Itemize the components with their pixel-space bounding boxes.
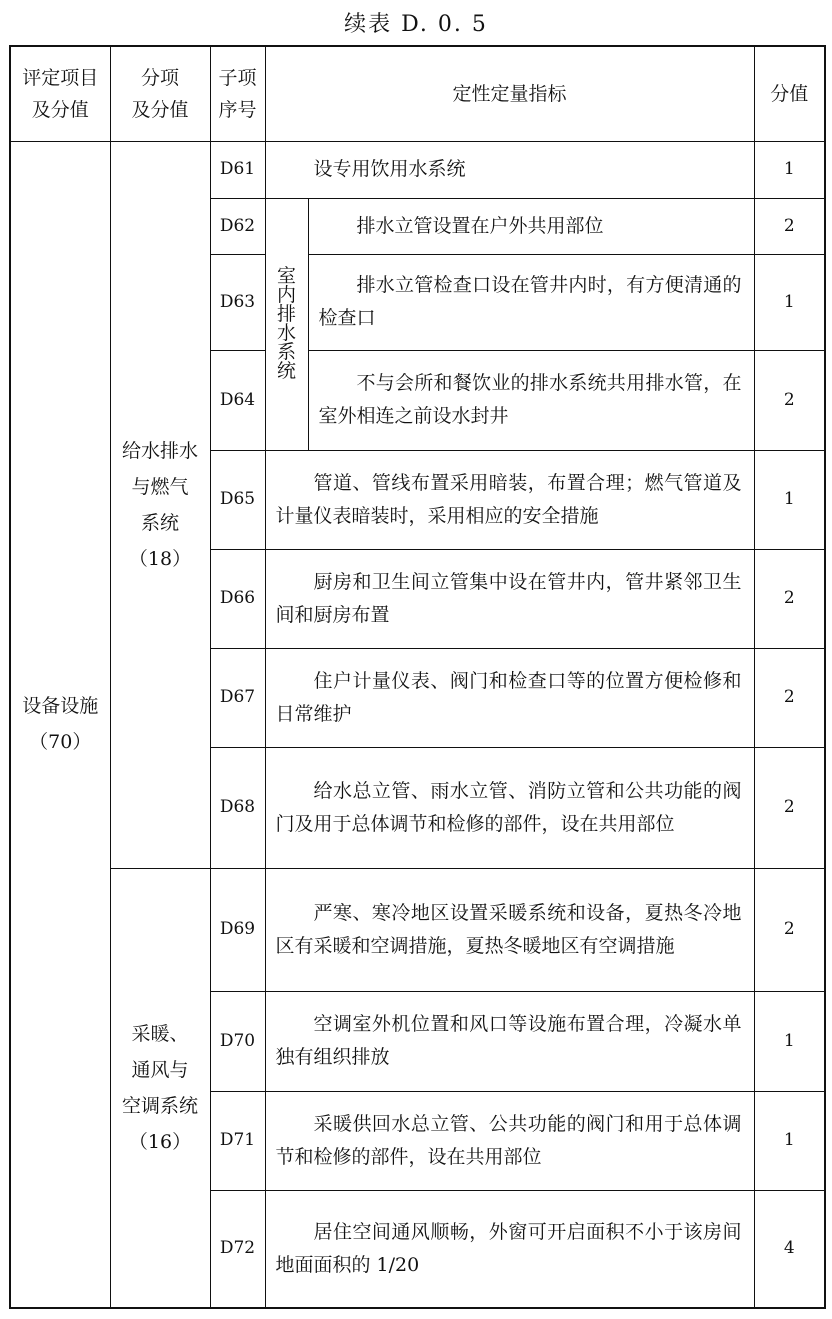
row-id: D71 (210, 1091, 265, 1190)
item-cell: 设备设施 （70） (10, 141, 110, 1308)
row-score: 2 (754, 549, 825, 648)
row-id: D66 (210, 549, 265, 648)
row-score: 2 (754, 198, 825, 254)
row-score: 2 (754, 868, 825, 991)
row-score: 2 (754, 648, 825, 747)
row-score: 1 (754, 1091, 825, 1190)
row-text: 设专用饮用水系统 (265, 141, 754, 198)
header-number: 子项 序号 (210, 46, 265, 141)
header-subitem: 分项 及分值 (110, 46, 210, 141)
row-score: 4 (754, 1190, 825, 1308)
row-text: 给水总立管、雨水立管、消防立管和公共功能的阀门及用于总体调节和检修的部件，设在共用部位 (265, 747, 754, 868)
row-id: D64 (210, 350, 265, 450)
header-item: 评定项目 及分值 (10, 46, 110, 141)
table-row (10, 868, 825, 991)
evaluation-table (9, 45, 826, 1309)
header-score: 分值 (754, 46, 825, 141)
table-row (10, 141, 825, 198)
row-text: 不与会所和餐饮业的排水系统共用排水管，在室外相连之前设水封井 (308, 350, 754, 450)
row-text: 排水立管设置在户外共用部位 (308, 198, 754, 254)
header-row (10, 46, 825, 141)
header-criteria: 定性定量指标 (265, 46, 754, 141)
row-score: 1 (754, 141, 825, 198)
table-caption: 续表 D. 0. 5 (344, 12, 488, 37)
row-id: D69 (210, 868, 265, 991)
group-cell-hvac: 采暖、 通风与 空调系统 （16） (110, 868, 210, 1308)
row-id: D67 (210, 648, 265, 747)
row-text: 严寒、寒冷地区设置采暖系统和设备，夏热冬冷地区有采暖和空调措施，夏热冬暖地区有空调措施 (265, 868, 754, 991)
row-id: D63 (210, 254, 265, 350)
row-text: 管道、管线布置采用暗装，布置合理；燃气管道及计量仪表暗装时，采用相应的安全措施 (265, 450, 754, 549)
row-score: 1 (754, 450, 825, 549)
row-id: D65 (210, 450, 265, 549)
row-text: 排水立管检查口设在管井内时，有方便清通的检查口 (308, 254, 754, 350)
group-cell-water: 给水排水 与燃气 系统 （18） (110, 141, 210, 868)
row-text: 居住空间通风顺畅，外窗可开启面积不小于该房间地面面积的 1/20 (265, 1190, 754, 1308)
row-text: 厨房和卫生间立管集中设在管井内，管井紧邻卫生间和厨房布置 (265, 549, 754, 648)
row-text: 采暖供回水总立管、公共功能的阀门和用于总体调节和检修的部件，设在共用部位 (265, 1091, 754, 1190)
row-text: 空调室外机位置和风口等设施布置合理，冷凝水单独有组织排放 (265, 991, 754, 1091)
row-score: 2 (754, 350, 825, 450)
row-score: 2 (754, 747, 825, 868)
indoor-drainage-label: 室内排水系统 (265, 198, 308, 450)
row-score: 1 (754, 991, 825, 1091)
row-score: 1 (754, 254, 825, 350)
row-id: D70 (210, 991, 265, 1091)
row-id: D72 (210, 1190, 265, 1308)
row-text: 住户计量仪表、阀门和检查口等的位置方便检修和日常维护 (265, 648, 754, 747)
row-id: D61 (210, 141, 265, 198)
row-id: D68 (210, 747, 265, 868)
row-id: D62 (210, 198, 265, 254)
